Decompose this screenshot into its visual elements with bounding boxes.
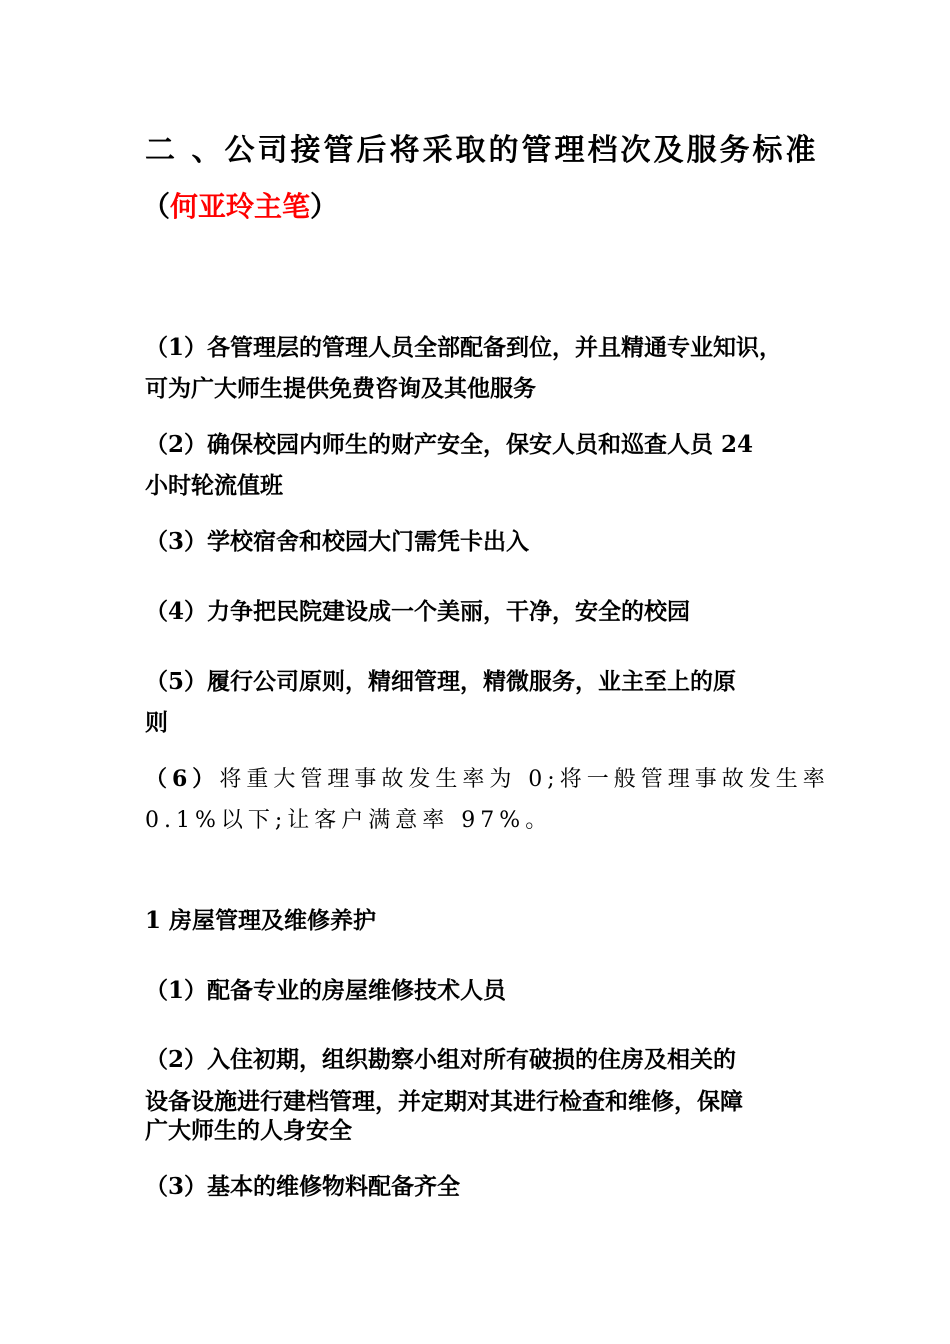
item-6-number: （6） [145,766,220,792]
house-item-2-line-1: （2）入住初期，组织勘察小组对所有破损的住房及相关的 [145,1046,737,1073]
item-6-line-1 [145,768,830,791]
item-6-line-2: 0.1%以下;让客户满意率 97%。 [145,808,553,833]
item-2-line-1: （2）确保校园内师生的财产安全，保安人员和巡查人员 24 [145,431,754,458]
house-item-2-line-2: 设备设施进行建档管理，并定期对其进行检查和维修，保障 [145,1088,743,1115]
house-item-2-line-3: 广大师生的人身安全 [145,1117,352,1144]
item-5-line-2: 则 [145,709,168,736]
author-name: 何亚玲主笔 [170,190,311,223]
item-3-line-1: （3）学校宿舍和校园大门需凭卡出入 [145,528,530,555]
page-title: 二 、公司接管后将采取的管理档次及服务标准 [145,133,819,168]
section-heading: 1 房屋管理及维修养护 [145,907,377,934]
house-item-1-line-1: （1）配备专业的房屋维修技术人员 [145,977,507,1004]
item-6-text: 将重大管理事故发生率为 0;将一般管理事故发生率 [219,767,830,792]
author-note-close: ） [310,190,339,223]
item-1-line-2: 可为广大师生提供免费咨询及其他服务 [145,375,536,402]
author-note-open: （ [142,190,171,223]
item-5-line-1: （5）履行公司原则，精细管理，精微服务，业主至上的原 [145,668,737,695]
item-1-line-1: （1）各管理层的管理人员全部配备到位，并且精通专业知识， [145,334,783,361]
house-item-3-line-1: （3）基本的维修物料配备齐全 [145,1173,461,1200]
author-note [142,190,339,223]
item-4-line-1: （4）力争把民院建设成一个美丽，干净，安全的校园 [145,598,691,625]
item-2-line-2: 小时轮流值班 [145,472,283,499]
